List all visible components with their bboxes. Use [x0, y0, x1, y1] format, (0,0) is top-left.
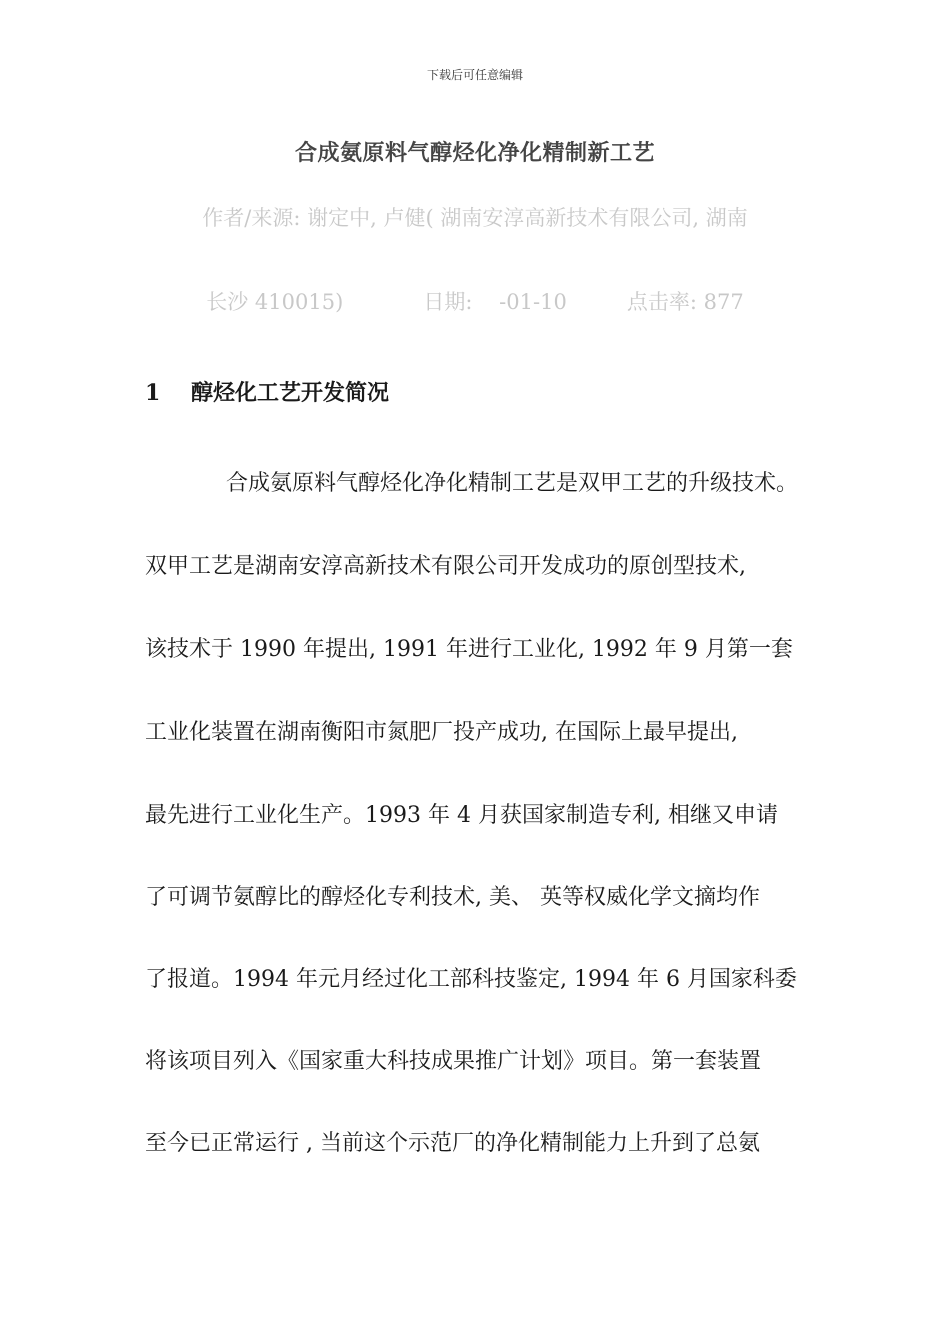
- paragraph-line: 合成氨原料气醇烃化净化精制工艺是双甲工艺的升级技术。: [226, 471, 799, 496]
- date-value: -01-10: [499, 290, 567, 314]
- paragraph-line: 至今已正常运行 , 当前这个示范厂的净化精制能力上升到了总氨: [145, 1131, 760, 1156]
- section-heading: [145, 376, 389, 407]
- clicks-label: 点击率:: [626, 290, 697, 314]
- section-title: 醇烃化工艺开发简况: [191, 380, 390, 406]
- paragraph-line: 工业化装置在湖南衡阳市氮肥厂投产成功, 在国际上最早提出,: [145, 720, 738, 745]
- paragraph-line: 将该项目列入《国家重大科技成果推广计划》项目。第一套装置: [145, 1049, 762, 1074]
- section-number: 1: [145, 380, 161, 406]
- document-title: 合成氨原料气醇烃化净化精制新工艺: [294, 140, 655, 166]
- author-source-line: [0, 202, 950, 232]
- paragraph-line: 了可调节氨醇比的醇烃化专利技术, 美、 英等权威化学文摘均作: [145, 885, 760, 910]
- header-note: 下载后可任意编辑: [426, 68, 523, 82]
- paragraph-line: 双甲工艺是湖南安淳高新技术有限公司开发成功的原创型技术,: [145, 554, 746, 579]
- paragraph-line: 该技术于 1990 年提出, 1991 年进行工业化, 1992 年 9 月第一套: [145, 637, 793, 662]
- paragraph-line: 了报道。1994 年元月经过化工部科技鉴定, 1994 年 6 月国家科委: [145, 967, 797, 992]
- clicks-value: 877: [703, 290, 744, 314]
- author-source: 作者/来源: 谢定中, 卢健( 湖南安淳高新技术有限公司, 湖南: [202, 206, 748, 230]
- paragraph-line: 最先进行工业化生产。1993 年 4 月获国家制造专利, 相继又申请: [145, 803, 778, 828]
- date-label: 日期:: [423, 290, 473, 314]
- meta-info-line: [0, 286, 950, 316]
- author-location: 长沙 410015): [206, 290, 344, 314]
